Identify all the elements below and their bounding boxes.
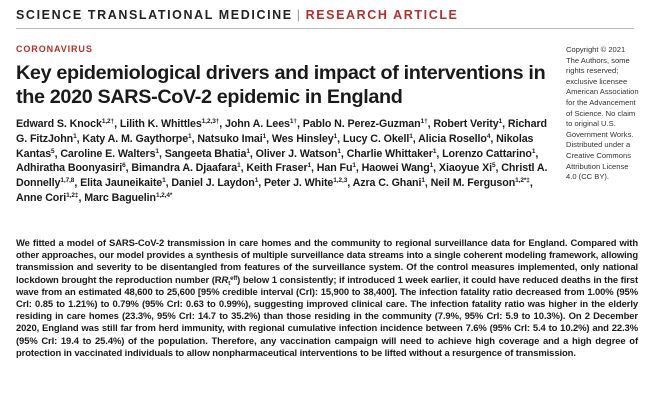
author-affiliation: 4 <box>486 132 491 140</box>
author <box>16 162 126 174</box>
author-affiliation: 1 <box>352 162 356 170</box>
author <box>317 162 356 174</box>
copyright-line: American Association <box>566 87 639 97</box>
author-name: Lilith K. Whittles <box>119 118 202 130</box>
author-name: Caroline E. Walters <box>60 147 156 160</box>
author-affiliation: 1 <box>188 132 192 140</box>
author-affiliation: 1,2,3 <box>333 177 348 185</box>
author <box>353 177 425 189</box>
author-affiliation: 1,2,3† <box>201 118 220 125</box>
author-name: Bimandra A. Djaafara <box>131 162 238 175</box>
article-title: Key epidemiological drivers and impact of interventions in the 2020 SARS-CoV-2 epidemic in England <box>16 62 546 108</box>
author-affiliation: 1 <box>246 147 250 155</box>
copyright-line: Distributed under a <box>566 140 631 150</box>
author-name: Adhiratha Boonyasiri <box>16 162 123 175</box>
author-affiliation: 1 <box>254 177 259 185</box>
author <box>82 133 191 145</box>
author-name: Azra C. Ghani <box>352 177 422 190</box>
copyright-line: Government Works. <box>566 129 634 139</box>
abstract-part-1: We fitted a model of SARS-CoV-2 transmission in care homes and the community to regional surveillance data for England. Compared with other approaches, our model provides a synthesis of multiple surveillance data streams into a single coherent modeling framework, allowing transmission and severity to be disentangled from features of the surveillance system. Of the control measures implemented, only national lockdown brought the reproduction number (R <box>16 238 638 286</box>
author-affiliation: 1 <box>333 132 338 140</box>
article-type: RESEARCH ARTICLE <box>305 8 459 22</box>
author <box>225 118 297 130</box>
author-name: Xiaoyue Xi <box>438 162 492 175</box>
header-separator: | <box>296 8 302 22</box>
author <box>347 148 437 160</box>
author-affiliation: 1 <box>498 118 503 125</box>
abstract-part-2: ) below 1 consistently; if introduced 1 week earlier, it could have reduced deaths in the first wave from an estimated 48,600 to 25,600 [95% credible interval (CrI): 15,900 to 38,400]. The infection fatality ratio decreased from 1.00% (95% CrI: 0.85 to 1.21%) to 0.79% (95% CrI: 0.63 to 0.99%), suggesting improved clinical care. The infection fatality ratio was higher in the elderly residing in care homes (23.3%, 95% CrI: 14.7 to 35.2%) than those residing in the community (7.9%, 95% CrI: 5.9 to 10.3%). On 2 December 2020, England was still far from herd immunity, with regional cumulative infection incidence between 7.6% (95% CrI: 5.4 to 10.2%) and 22.3% (95% CrI: 19.4 to 25.4%) of the population. Therefore, any vaccination campaign will need to achieve high coverage and a high degree of protection in vaccinated individuals to allow nonpharmaceutical interventions to be lifted without a resurgence of transmission. <box>16 274 638 359</box>
author-affiliation: 1 <box>155 147 159 155</box>
author-name: Han Fu <box>316 162 353 175</box>
copyright-line: to original U.S. <box>566 119 616 129</box>
author-affiliation: 1 <box>262 132 267 140</box>
author-affiliation: 1,2*‡ <box>515 177 530 185</box>
author-affiliation: 1 <box>409 132 413 140</box>
author <box>343 133 413 145</box>
author <box>256 148 341 160</box>
author <box>439 162 496 174</box>
author-name: Anne Cori <box>16 191 67 204</box>
author <box>246 162 311 174</box>
author-affiliation: 1 <box>429 162 434 170</box>
reproduction-number-superscript: eff <box>230 275 238 282</box>
author-affiliation: 1,2,4* <box>155 191 173 199</box>
author-affiliation: 1 <box>162 177 166 185</box>
author-affiliation: 1† <box>420 118 428 125</box>
author <box>362 162 434 174</box>
copyright-line: 4.0 (CC BY). <box>566 172 610 182</box>
copyright-line: Copyright © 2021 <box>566 45 626 54</box>
author <box>433 118 502 130</box>
copyright-line: for the Advancement <box>566 97 636 107</box>
author-name: Charlie Whittaker <box>346 147 433 160</box>
journal-header <box>16 8 459 22</box>
copyright-line: exclusive licensee <box>566 76 628 86</box>
author-name: Haowei Wang <box>361 162 430 175</box>
author <box>171 177 258 189</box>
author <box>165 148 250 160</box>
copyright-line: Attribution License <box>566 161 629 171</box>
author <box>84 192 172 204</box>
author <box>442 148 535 160</box>
author-affiliation: 1,7,8 <box>60 177 75 185</box>
author-name: Edward S. Knock <box>16 118 102 130</box>
author <box>16 192 78 204</box>
author-affiliation: 1 <box>421 177 425 185</box>
author-name: Katy A. M. Gaythorpe <box>82 132 189 145</box>
author-affiliation: 1 <box>337 147 341 155</box>
copyright-line: The Authors, some <box>566 55 630 65</box>
author-affiliation: 1,2† <box>101 118 115 125</box>
copyright-line: of Science. No claim <box>566 108 636 118</box>
author <box>16 118 114 130</box>
header-divider <box>16 28 634 29</box>
author <box>197 133 266 145</box>
author <box>418 133 490 145</box>
author <box>60 148 159 160</box>
author-name: Wes Hinsley <box>271 132 334 145</box>
author-name: Richard G. FitzJohn <box>16 118 547 145</box>
author-affiliation: 1 <box>237 162 241 170</box>
reproduction-number-subscript: t <box>228 280 231 287</box>
author-list: Edward S. Knock$^{1,2\dagger}$, Lilith K. Whittles$^{1,2,3\dagger}$, John A. Lees$^{1\dagger}$, Pablo N. Perez-Guzman$^{1\dagger}$, Robert Verity$^1$, Richard G. FitzJohn$^1$, Katy A. M. Gaythorpe$^1$, Natsuko Imai$^1$, Wes Hinsley$^1$, Lucy C. Okell$^1$, Alicia Rosello$^4$, Nikolas Kantas$^5$, Caroline E. Walters$^1$, Sangeeta Bhatia$^1$, Oliver J. Watson$^1$, Charlie Whittaker$^1$, Lorenzo Cattarino$^1$, Adhiratha Boonyasiri$^6$, Bimandra A. Djaafara$^1$, Keith Fraser$^1$, Han Fu$^1$, Haowei Wang$^1$, Xiaoyue Xi$^5$, Christl A. Donnelly$^{1,7,8}$, Elita Jauneikaite$^1$, Daniel J. Laydon$^1$, Peter J. White$^{1,2,3}$, Azra C. Ghani$^1$, Neil M. Ferguson$^{1,2*\ddagger}$, Anne Cori$^{1,2\ddagger}$, Marc Baguelin$^{1,2,4*}$ <box>16 118 548 204</box>
author-name: Peter J. White <box>263 177 334 190</box>
author <box>80 177 166 189</box>
author-name: Neil M. Ferguson <box>430 177 516 190</box>
author-affiliation: 1† <box>289 118 297 125</box>
author-affiliation: 1 <box>307 162 312 170</box>
author-affiliation: 1,2‡ <box>66 191 79 199</box>
author-name: Robert Verity <box>433 118 499 130</box>
author-name: Oliver J. Watson <box>255 147 338 160</box>
author-name: Elita Jauneikaite <box>80 177 163 190</box>
author-name: Lucy C. Okell <box>342 132 410 145</box>
abstract <box>16 238 638 360</box>
author <box>431 177 530 189</box>
author-name: Lorenzo Cattarino <box>442 147 532 160</box>
author-affiliation: 1 <box>73 132 77 140</box>
author-name: Sangeeta Bhatia <box>164 147 247 160</box>
copyright-notice <box>566 45 644 183</box>
author-affiliation: 5 <box>51 147 55 155</box>
section-tag: CORONAVIRUS <box>16 44 93 54</box>
author-affiliation: 6 <box>122 162 126 170</box>
author <box>120 118 219 130</box>
author-name: Daniel J. Laydon <box>171 177 255 190</box>
author-name: Christl A. Donnelly <box>16 162 548 190</box>
author-affiliation: 1 <box>432 147 437 155</box>
copyright-line: Creative Commons <box>566 150 631 160</box>
author-name: Pablo N. Perez-Guzman <box>302 118 421 130</box>
copyright-line: rights reserved; <box>566 66 619 76</box>
author-name: Marc Baguelin <box>84 191 156 204</box>
author-name: Alicia Rosello <box>418 132 487 145</box>
author-affiliation: 1 <box>531 147 536 155</box>
author <box>303 118 428 130</box>
author-affiliation: 5 <box>491 162 496 170</box>
author-name: John A. Lees <box>224 118 290 130</box>
author <box>131 162 240 174</box>
author-name: Natsuko Imai <box>197 132 263 145</box>
author <box>264 177 347 189</box>
author <box>272 133 337 145</box>
journal-name: SCIENCE TRANSLATIONAL MEDICINE <box>16 8 293 22</box>
author-name: Keith Fraser <box>246 162 308 175</box>
author-name: Nikolas Kantas <box>16 132 534 160</box>
reproduction-number-symbol: R <box>221 274 229 286</box>
